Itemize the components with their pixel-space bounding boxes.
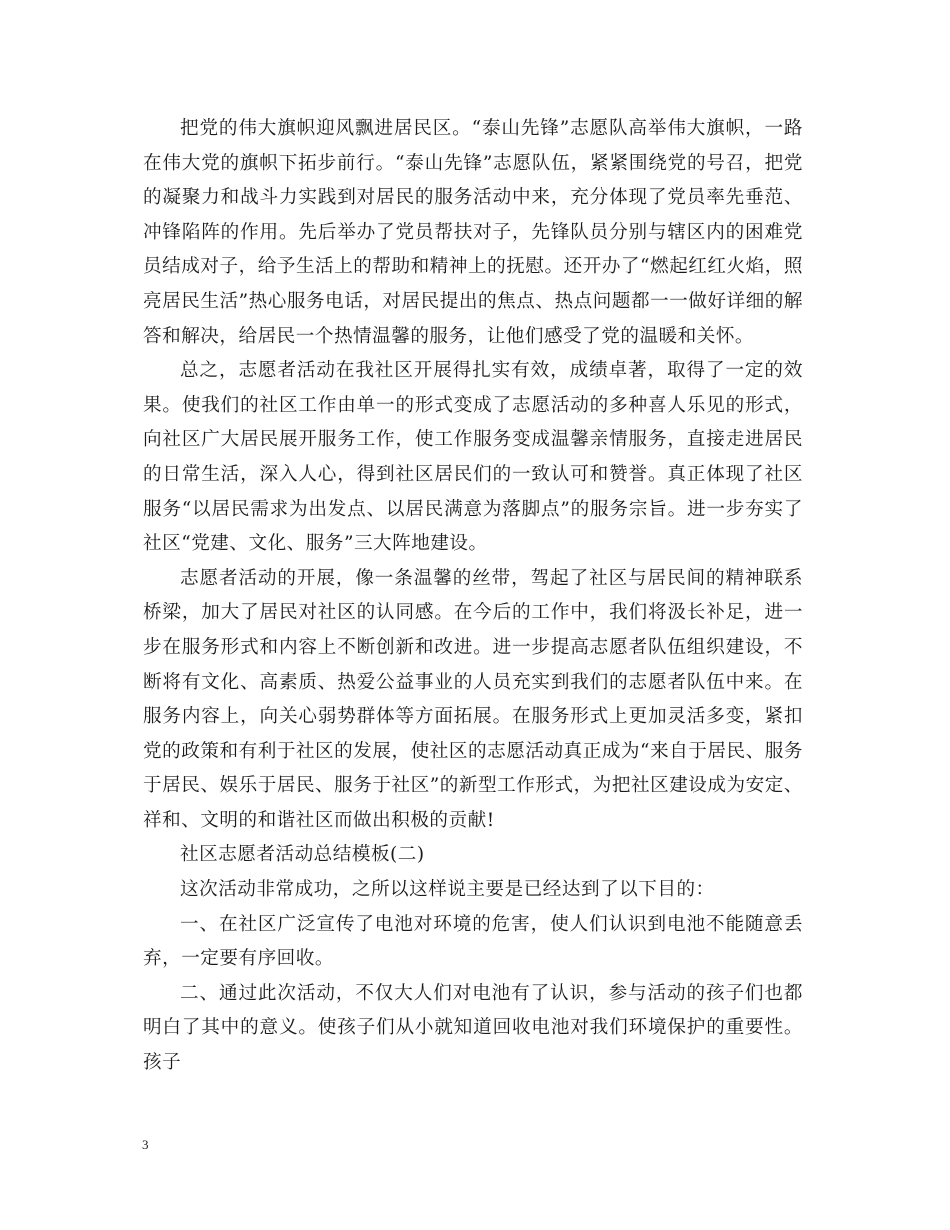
- document-body: [143, 112, 803, 1081]
- paragraph-party-flag: 把党的伟大旗帜迎风飘进居民区。“泰山先锋”志愿队高举伟大旗帜，一路在伟大党的旗帜下拓步前行。“泰山先锋”志愿队伍，紧紧围绕党的号召，把党的凝聚力和战斗力实践到对居民的服务活动中来，充分体现了党员率先垂范、冲锋陷阵的作用。先后举办了党员帮扶对子，先锋队员分别与辖区内的困难党员结成对子，给予生活上的帮助和精神上的抚慰。还开办了“燃起红红火焰，照亮居民生活”热心服务电话，对居民提出的焦点、热点问题都一一做好详细的解答和解决，给居民一个热情温馨的服务，让他们感受了党的温暖和关怀。: [143, 118, 803, 347]
- list-item-one: 一、在社区广泛宣传了电池对环境的危害，使人们认识到电池不能随意丢弃，一定要有序回收。: [143, 913, 803, 970]
- paragraph-summary: 总之，志愿者活动在我社区开展得扎实有效，成绩卓著，取得了一定的效果。使我们的社区工作由单一的形式变成了志愿活动的多种喜人乐见的形式，向社区广大居民展开服务工作，使工作服务变成温馨亲情服务，直接走进居民的日常生活，深入人心，得到社区居民们的一致认可和赞誉。真正体现了社区服务“以居民需求为出发点、以居民满意为落脚点”的服务宗旨。进一步夯实了社区“党建、文化、服务”三大阵地建设。: [143, 360, 803, 555]
- list-item-two: 二、通过此次活动，不仅大人们对电池有了认识，参与活动的孩子们也都明白了其中的意义。使孩子们从小就知道回收电池对我们环境保护的重要性。孩子: [143, 982, 803, 1074]
- page-number: 3: [142, 1137, 149, 1152]
- paragraph-intro: 这次活动非常成功，之所以这样说主要是已经达到了以下目的：: [180, 879, 715, 901]
- section-heading: 社区志愿者活动总结模板(二): [180, 844, 425, 866]
- paragraph-future-work: 志愿者活动的开展，像一条温馨的丝带，驾起了社区与居民间的精神联系桥梁，加大了居民对社区的认同感。在今后的工作中，我们将汲长补足，进一步在服务形式和内容上不断创新和改进。进一步提高志愿者队伍组织建设，不断将有文化、高素质、热爱公益事业的人员充实到我们的志愿者队伍中来。在服务内容上，向关心弱势群体等方面拓展。在服务形式上更加灵活多变，紧扣党的政策和有利于社区的发展，使社区的志愿活动真正成为“来自于居民、服务于居民、娱乐于居民、服务于社区”的新型工作形式，为把社区建设成为安定、祥和、文明的和谐社区而做出积极的贡献!: [143, 567, 803, 831]
